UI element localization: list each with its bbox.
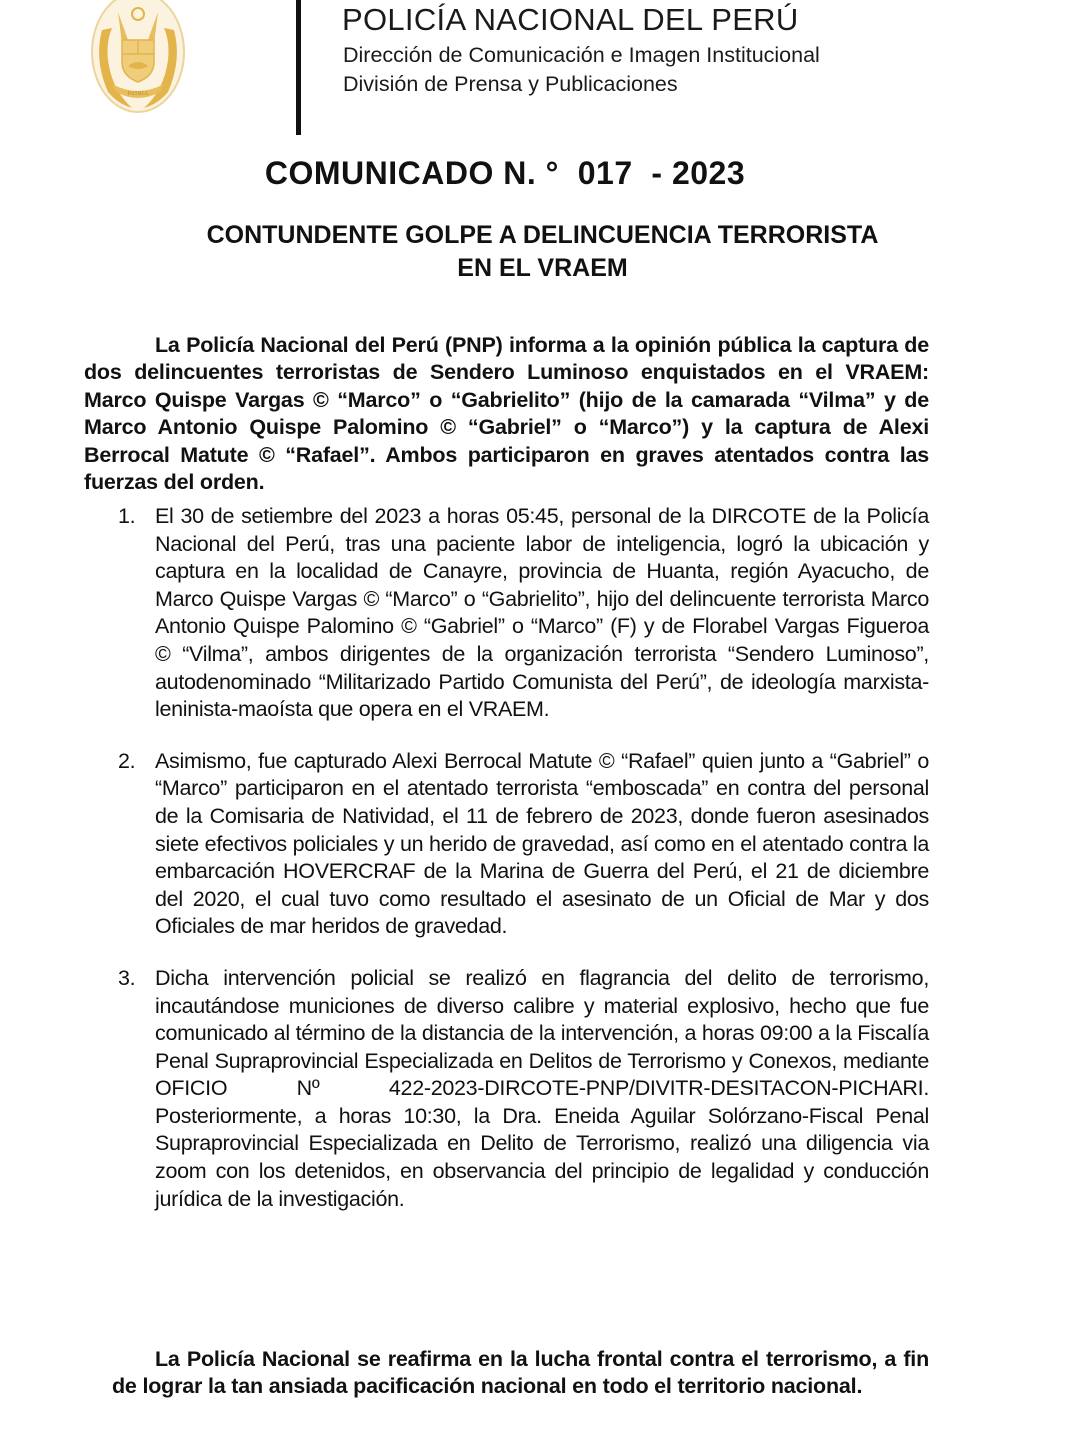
list-item-number: 2. bbox=[118, 748, 136, 773]
list-item bbox=[118, 503, 929, 724]
institution-name: POLICÍA NACIONAL DEL PERÚ bbox=[342, 2, 799, 37]
list-item-number: 1. bbox=[118, 504, 136, 528]
list-item bbox=[118, 748, 929, 941]
headline-line-1: CONTUNDENTE GOLPE A DELINCUENCIA TERRORISTA bbox=[206, 221, 879, 249]
list-item-text: Asimismo, fue capturado Alexi Berrocal Matute © “Rafael” quien junto a “Gabriel” o “Marco” participaron en el atentado terrorista “emboscada” en contra del personal de la Comisaria de Natividad, el 11 de febrero de 2023, donde fueron asesinados siete efectivos policiales y un herido de gravedad, así como en el atentado contra la embarcación HOVERCRAF de la Marina de Guerra del Perú, el 21 de diciembre del 2020, el cual tuvo como resultado el asesinato de un Oficial de Mar y dos Oficiales de mar heridos de gravedad. bbox=[155, 748, 929, 939]
lead-paragraph: La Policía Nacional del Perú (PNP) informa a la opinión pública la captura de dos delincuentes terroristas de Sendero Luminoso enquistados en el VRAEM: Marco Quispe Vargas © “Marco” o “Gabrielito” (hijo de la camarada “Vilma” y de Marco Antonio Quispe Palomino © “Gabriel” o “Marco”) y la captura de Alexi Berrocal Matute © “Rafael”. Ambos participaron en graves atentados contra las fuerzas del orden. bbox=[84, 332, 929, 495]
division-name: División de Prensa y Publicaciones bbox=[343, 72, 678, 96]
headline-line-2: EN EL VRAEM bbox=[457, 254, 628, 282]
directorate-name: Dirección de Comunicación e Imagen Institucional bbox=[343, 43, 820, 67]
communique-number: COMUNICADO N. ° 017 - 2023 bbox=[264, 155, 746, 191]
list-item-number: 3. bbox=[118, 965, 136, 990]
list-item-text: El 30 de setiembre del 2023 a horas 05:45, personal de la DIRCOTE de la Policía Nacional del Perú, tras una paciente labor de inteligencia, logró la ubicación y captura en la localidad de Canayre, provincia de Huanta, región Ayacucho, de Marco Quispe Vargas © “Marco” o “Gabrielito”, hijo del delincuente terrorista Marco Antonio Quispe Palomino © “Gabriel” o “Marco” (F) y de Florabel Vargas Figueroa © “Vilma”, ambos dirigentes de la organización terrorista “Sendero Luminoso”, autodenominado “Militarizado Partido Comunista del Perú”, de ideología marxista-leninista-maoísta que opera en el VRAEM. bbox=[155, 504, 929, 722]
header-divider bbox=[296, 0, 301, 135]
closing-paragraph: La Policía Nacional se reafirma en la lucha frontal contra el terrorismo, a fin de lograr la tan ansiada pacificación nacional en todo el territorio nacional. bbox=[112, 1346, 929, 1399]
headline bbox=[160, 219, 925, 285]
emblem-motto: PATRIA bbox=[127, 91, 149, 97]
pnp-emblem-icon bbox=[88, 0, 188, 118]
list-item-text: Dicha intervención policial se realizó en flagrancia del delito de terrorismo, incautándose municiones de diverso calibre y material explosivo, hecho que fue comunicado al término de la distancia de la intervención, a horas 09:00 a la Fiscalía Penal Supraprovincial Especializada en Delitos de Terrorismo y Conexos, mediante OFICIO Nº 422-2023-DIRCOTE-PNP/DIVITR-DESITACON-PICHARI. Posteriormente, a horas 10:30, la Dra. Eneida Aguilar Solórzano-Fiscal Penal Supraprovincial Especializada en Delito de Terrorismo, realizó una diligencia via zoom con los detenidos, en observancia del principio de legalidad y conducción jurídica de la investigación. bbox=[155, 965, 929, 1211]
numbered-list bbox=[118, 503, 929, 1237]
list-item bbox=[118, 965, 929, 1213]
